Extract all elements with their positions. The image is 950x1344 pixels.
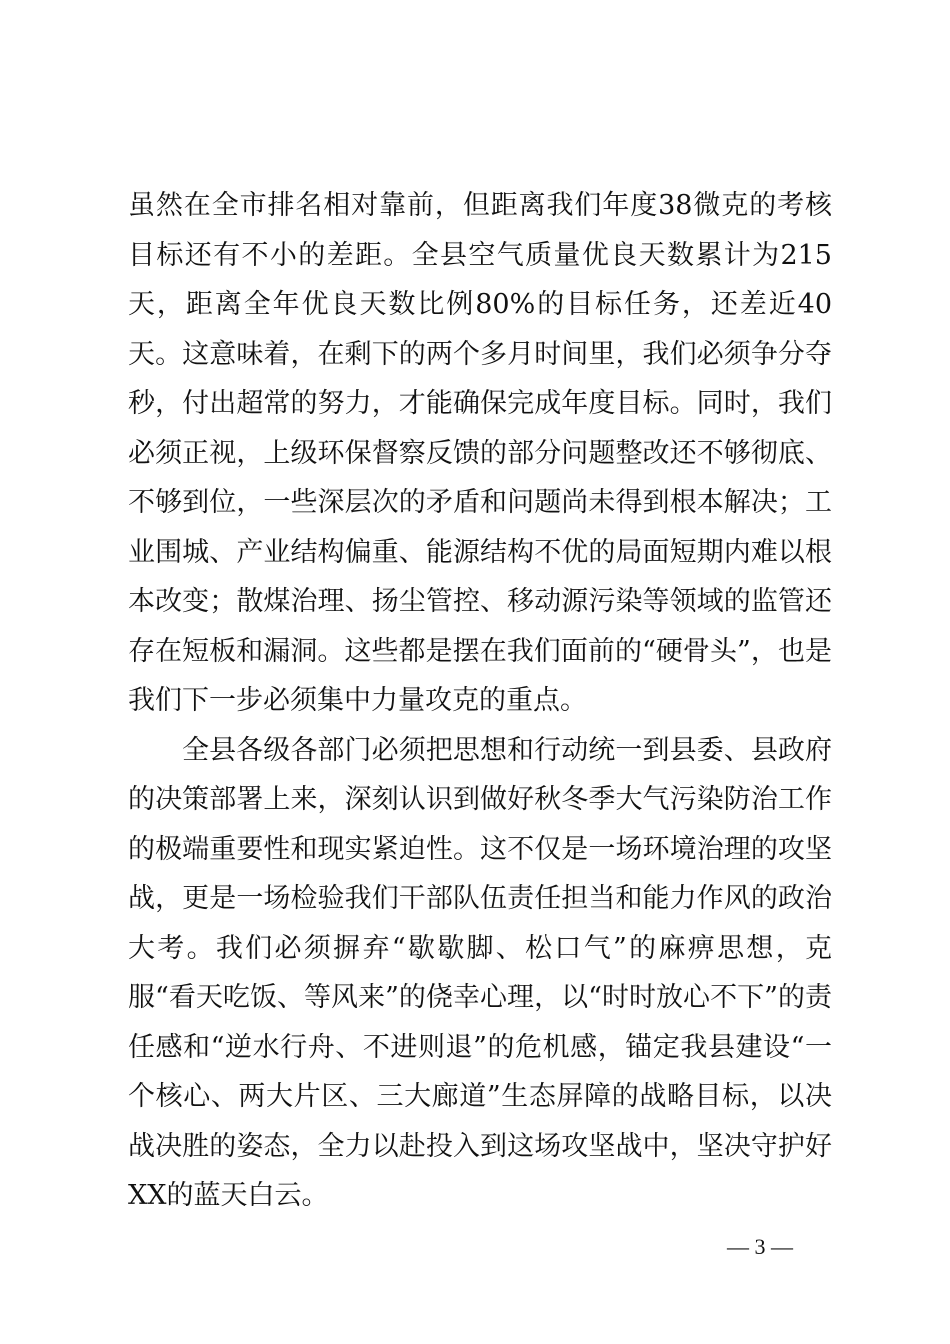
body-paragraph-1: 虽然在全市排名相对靠前，但距离我们年度38微克的考核目标还有不小的差距。全县空气质量优良天数累计为215天，距离全年优良天数比例80%的目标任务，还差近40天。这意味着，在剩下的两个多月时间里，我们必须争分夺秒，付出超常的努力，才能确保完成年度目标。同时，我们必须正视，上级环保督察反馈的部分问题整改还不够彻底、不够到位，一些深层次的矛盾和问题尚未得到根本解决；工业围城、产业结构偏重、能源结构不优的局面短期内难以根本改变；散煤治理、扬尘管控、移动源污染等领域的监管还存在短板和漏洞。这些都是摆在我们面前的“硬骨头”，也是我们下一步必须集中力量攻克的重点。	[128, 190, 832, 716]
body-paragraph-2: 全县各级各部门必须把思想和行动统一到县委、县政府的决策部署上来，深刻认识到做好秋冬季大气污染防治工作的极端重要性和现实紧迫性。这不仅是一场环境治理的攻坚战，更是一场检验我们干部队伍责任担当和能力作风的政治大考。我们必须摒弃“歇歇脚、松口气”的麻痹思想，克服“看天吃饭、等风来”的侥幸心理，以“时时放心不下”的责任感和“逆水行舟、不进则退”的危机感，锚定我县建设“一个核心、两大片区、三大廊道”生态屏障的战略目标，以决战决胜的姿态，全力以赴投入到这场攻坚战中，坚决守护好XX的蓝天白云。	[128, 734, 832, 1211]
document-body	[128, 181, 832, 1221]
page-number: — 3 —	[727, 1234, 793, 1259]
